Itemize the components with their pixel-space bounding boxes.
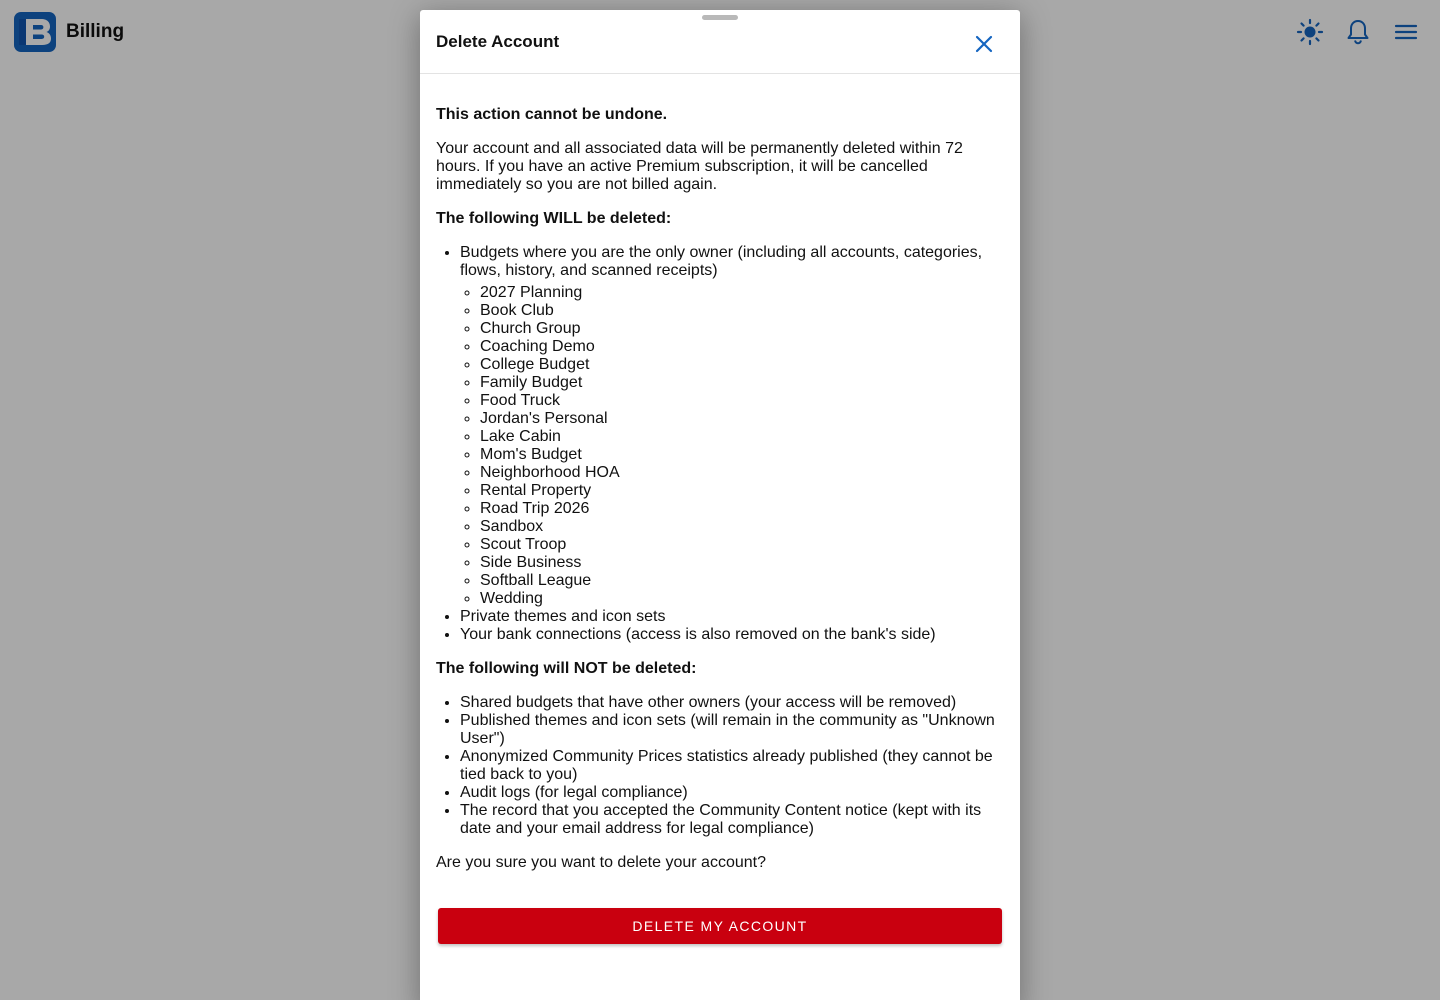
budget-item: ◦ Road Trip 2026: [480, 500, 1006, 518]
not-deleted-heading: The following will NOT be deleted:: [436, 660, 697, 677]
will-be-deleted-list: [436, 244, 1006, 644]
budget-item: ◦ Coaching Demo: [480, 338, 1006, 356]
dialog-title: Delete Account: [436, 32, 560, 51]
delete-account-dialog: [420, 10, 1020, 1000]
budget-item: ◦ Mom's Budget: [480, 446, 1006, 464]
list-item: • Audit logs (for legal compliance): [460, 784, 1006, 802]
delete-account-button[interactable]: DELETE MY ACCOUNT: [438, 908, 1002, 944]
dialog-header: [420, 10, 1020, 74]
warning-heading: This action cannot be undone.: [436, 106, 668, 123]
budgets-label: Budgets where you are the only owner (including all accounts, categories, flows, history, and scanned receipts): [460, 244, 983, 279]
budget-list: [460, 284, 1006, 608]
budget-item: ◦ Sandbox: [480, 518, 1006, 536]
budget-item: ◦ Family Budget: [480, 374, 1006, 392]
list-item: [460, 244, 1006, 608]
budget-item: ◦ Scout Troop: [480, 536, 1006, 554]
intro-text: Your account and all associated data will be permanently deleted within 72 hours. If you have an active Premium subscription, it will be cancelled immediately so you are not billed again.: [436, 140, 963, 193]
budget-item: ◦ Book Club: [480, 302, 1006, 320]
not-deleted-list: [436, 694, 1006, 838]
budget-item: ◦ Neighborhood HOA: [480, 464, 1006, 482]
confirm-question: Are you sure you want to delete your account?: [436, 854, 766, 871]
app-title: Billing: [66, 21, 125, 42]
budget-item: ◦ 2027 Planning: [480, 284, 1006, 302]
list-item: • Your bank connections (access is also removed on the bank's side): [460, 626, 1006, 644]
list-item: • Shared budgets that have other owners (your access will be removed): [460, 694, 1006, 712]
will-be-deleted-heading: The following WILL be deleted:: [436, 210, 672, 227]
list-item: • Private themes and icon sets: [460, 608, 1006, 626]
close-icon: [975, 35, 993, 53]
dialog-body: [436, 106, 1006, 872]
close-button[interactable]: [972, 32, 996, 56]
budget-item: ◦ Jordan's Personal: [480, 410, 1006, 428]
budget-item: ◦ Food Truck: [480, 392, 1006, 410]
budget-item: ◦ Wedding: [480, 590, 1006, 608]
budget-item: ◦ College Budget: [480, 356, 1006, 374]
budget-item: ◦ Rental Property: [480, 482, 1006, 500]
list-item: • Published themes and icon sets (will remain in the community as "Unknown User"): [460, 712, 1006, 748]
budget-item: ◦ Lake Cabin: [480, 428, 1006, 446]
list-item: • The record that you accepted the Community Content notice (kept with its date and your email address for legal compliance): [460, 802, 1006, 838]
drag-handle[interactable]: [702, 15, 738, 20]
budget-item: ◦ Church Group: [480, 320, 1006, 338]
list-item: • Anonymized Community Prices statistics already published (they cannot be tied back to you): [460, 748, 1006, 784]
budget-item: ◦ Softball League: [480, 572, 1006, 590]
budget-item: ◦ Side Business: [480, 554, 1006, 572]
